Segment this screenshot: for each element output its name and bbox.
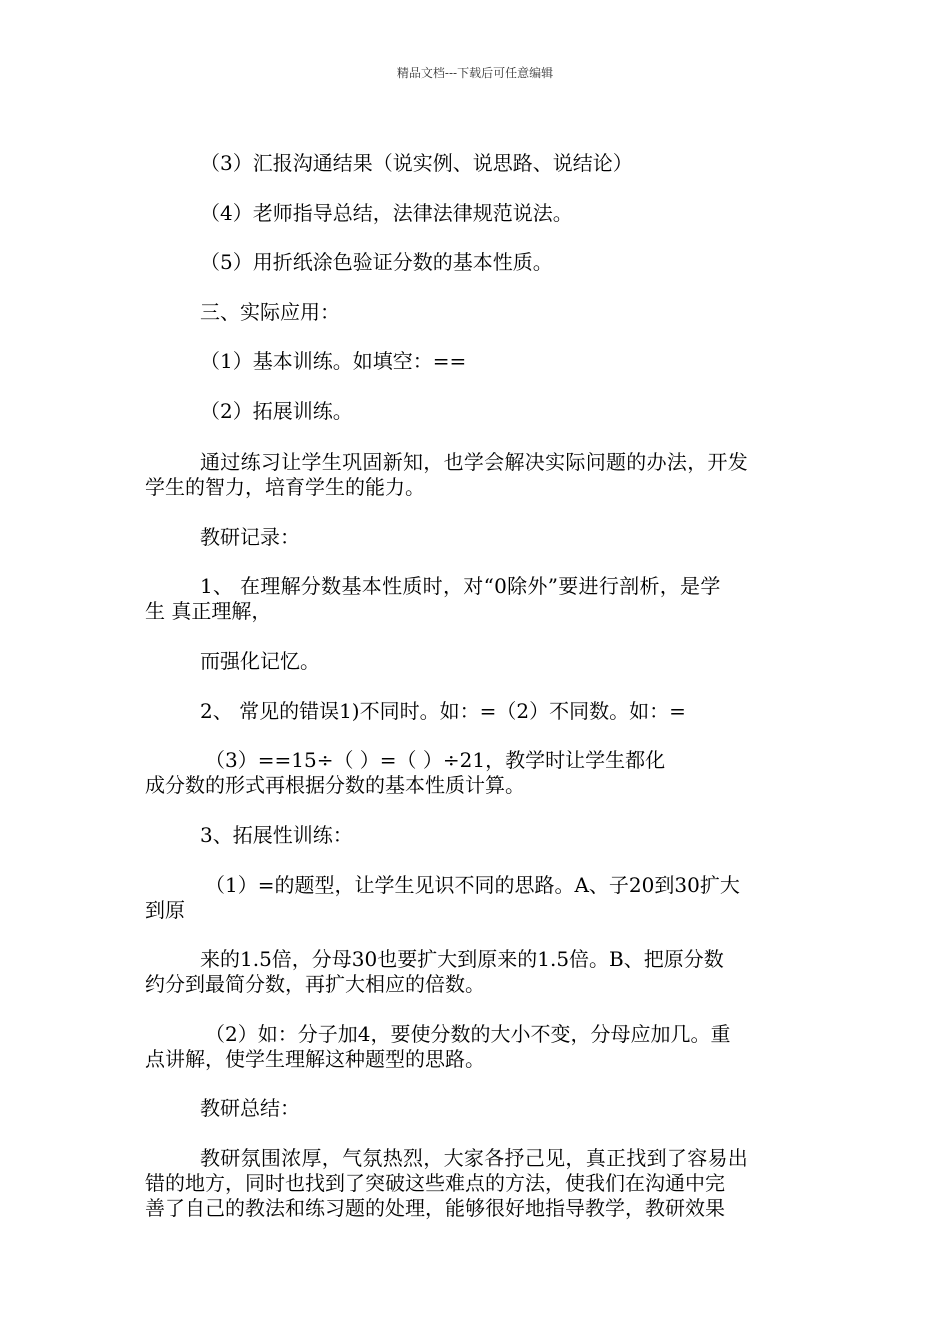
text-line: 教研氛围浓厚，气氛热烈，大家各抒己见，真正找到了容易出 xyxy=(200,1146,749,1170)
text-line: （2）拓展训练。 xyxy=(200,399,353,423)
text-line: 2、 常见的错误1)不同时。如：=（2）不同数。如：= xyxy=(200,699,686,723)
text-line: （3）==15÷（ ）=（ ）÷21，教学时让学生都化 xyxy=(205,748,666,772)
text-line: （1）=的题型，让学生见识不同的思路。A、子20到30扩大 xyxy=(205,873,740,897)
section-heading: 教研记录： xyxy=(200,525,300,549)
text-line: 学生的智力，培育学生的能力。 xyxy=(145,475,425,499)
text-line: 而强化记忆。 xyxy=(200,649,320,673)
page-header: 精品文档---下载后可任意编辑 xyxy=(396,66,554,80)
section-heading: 三、实际应用： xyxy=(200,300,340,324)
section-heading: 3、拓展性训练： xyxy=(200,823,353,847)
text-line: 点讲解，使学生理解这种题型的思路。 xyxy=(145,1047,485,1071)
text-line: 来的1.5倍，分母30也要扩大到原来的1.5倍。B、把原分数 xyxy=(200,947,724,971)
text-line: 到原 xyxy=(145,898,185,922)
text-line: 错的地方，同时也找到了突破这些难点的方法，使我们在沟通中完 xyxy=(145,1171,725,1195)
text-line: （5）用折纸涂色验证分数的基本性质。 xyxy=(200,250,553,274)
section-heading: 教研总结： xyxy=(200,1096,300,1120)
text-line: 1、 在理解分数基本性质时，对“0除外”要进行剖析，是学 xyxy=(200,574,721,598)
text-line: （3）汇报沟通结果（说实例、说思路、说结论） xyxy=(200,151,633,175)
text-line: （4）老师指导总结，法律法律规范说法。 xyxy=(200,201,573,225)
text-line: 约分到最简分数，再扩大相应的倍数。 xyxy=(145,972,485,996)
text-line: 成分数的形式再根据分数的基本性质计算。 xyxy=(145,773,525,797)
text-line: （1）基本训练。如填空：== xyxy=(200,349,467,373)
text-line: 善了自己的教法和练习题的处理，能够很好地指导教学，教研效果 xyxy=(145,1196,725,1220)
text-line: （2）如：分子加4，要使分数的大小不变，分母应加几。重 xyxy=(205,1022,731,1046)
text-line: 生 真正理解， xyxy=(145,599,272,623)
text-line: 通过练习让学生巩固新知，也学会解决实际问题的办法，开发 xyxy=(200,450,749,474)
